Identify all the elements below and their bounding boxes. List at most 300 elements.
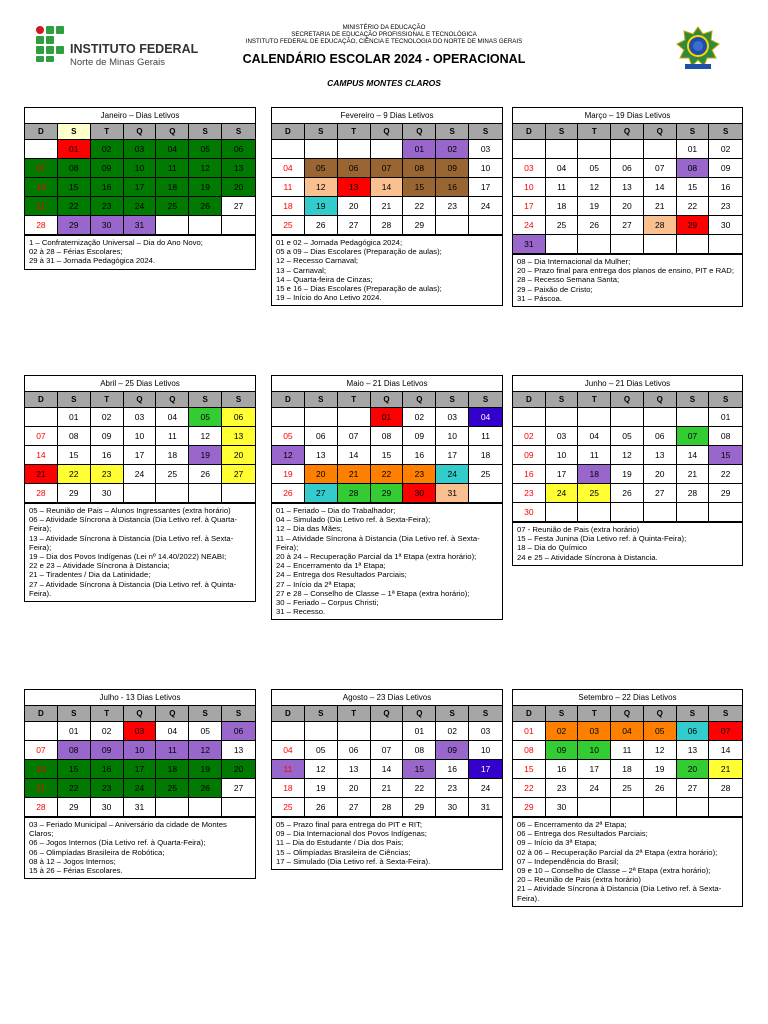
note-line: 31 – Páscoa. <box>517 293 562 303</box>
day-cell: 07 <box>677 427 710 446</box>
note-line: 30 – Feriado – Corpus Christi; <box>276 598 379 608</box>
day-cell: 31 <box>124 216 157 235</box>
day-cell: 27 <box>222 197 255 216</box>
note-line: 06 – Entrega dos Resultados Parciais; <box>517 829 648 839</box>
day-cell: 09 <box>513 446 546 465</box>
day-cell: 26 <box>611 484 644 503</box>
day-cell: 28 <box>677 484 710 503</box>
day-cell <box>469 484 502 503</box>
weekday-header: D <box>513 392 546 408</box>
day-cell: 26 <box>189 465 222 484</box>
day-cell: 18 <box>156 760 189 779</box>
month-box <box>24 375 256 602</box>
day-cell <box>305 408 338 427</box>
day-cell: 11 <box>272 178 305 197</box>
day-cell: 09 <box>436 159 469 178</box>
day-cell: 24 <box>124 779 157 798</box>
day-cell <box>709 503 742 522</box>
weekday-header: S <box>469 706 502 722</box>
day-cell: 24 <box>513 216 546 235</box>
note-line: 06 – Atividade Síncrona à Distancia (Dia Letivo ref. à Quarta-Feira); <box>29 515 238 534</box>
weekday-header: S <box>222 706 255 722</box>
day-cell: 15 <box>58 178 91 197</box>
day-cell <box>611 408 644 427</box>
note-line: 02 à 06 – Recuperação Parcial da 2ª Etapa (extra horário); <box>517 847 718 857</box>
day-cell: 15 <box>677 178 710 197</box>
day-cell: 15 <box>709 446 742 465</box>
note-line: 03 – Feriado Municipal – Aniversário da cidade de Montes Claros; <box>29 820 227 839</box>
month-title: Setembro – 22 Dias Letivos <box>513 690 742 706</box>
day-cell: 04 <box>611 722 644 741</box>
day-cell: 28 <box>338 484 371 503</box>
month-notes <box>25 503 255 601</box>
note-line: 06 – Jogos Internos (Dia Letivo ref. à Quarta-Feira); <box>29 838 206 848</box>
day-cell: 26 <box>272 484 305 503</box>
day-cell: 05 <box>272 427 305 446</box>
month-title: Junho – 21 Dias Letivos <box>513 376 742 392</box>
weekday-header: Q <box>371 706 404 722</box>
day-cell: 17 <box>513 197 546 216</box>
day-cell: 02 <box>403 408 436 427</box>
brazil-coat-of-arms-icon <box>676 26 720 72</box>
day-cell: 12 <box>272 446 305 465</box>
day-cell: 19 <box>644 760 677 779</box>
day-cell <box>305 722 338 741</box>
day-cell: 28 <box>371 798 404 817</box>
day-cell: 24 <box>578 779 611 798</box>
day-cell <box>611 140 644 159</box>
weekday-header: Q <box>611 124 644 140</box>
day-cell: 20 <box>338 197 371 216</box>
day-cell <box>611 235 644 254</box>
note-line: 15 à 26 – Férias Escolares. <box>29 866 123 876</box>
note-line: 14 – Quarta-feira de Cinzas; <box>276 274 373 284</box>
day-cell: 16 <box>91 178 124 197</box>
campus-name: CAMPUS MONTES CLAROS <box>327 78 441 88</box>
day-cell: 31 <box>124 798 157 817</box>
institute-logo <box>36 26 199 71</box>
weekday-header: D <box>272 706 305 722</box>
day-cell: 17 <box>436 446 469 465</box>
note-line: 09 – Dia Internacional dos Povos Indígenas; <box>276 829 427 839</box>
note-line: 07 – Independência do Brasil; <box>517 856 619 866</box>
weekday-header: S <box>436 392 469 408</box>
weekday-header: S <box>222 124 255 140</box>
day-cell: 29 <box>58 216 91 235</box>
day-cell <box>371 722 404 741</box>
day-cell <box>677 798 710 817</box>
note-line: 19 – Início do Ano Letivo 2024. <box>276 293 382 303</box>
day-cell: 12 <box>189 159 222 178</box>
day-cell: 30 <box>91 484 124 503</box>
day-cell: 14 <box>25 446 58 465</box>
day-cell: 01 <box>371 408 404 427</box>
note-line: 05 a 09 – Dias Escolares (Preparação de aulas); <box>276 247 442 257</box>
weekday-header: Q <box>371 392 404 408</box>
day-cell: 22 <box>709 465 742 484</box>
day-cell: 03 <box>124 722 157 741</box>
weekday-header: S <box>222 392 255 408</box>
day-cell: 30 <box>709 216 742 235</box>
day-cell: 03 <box>124 140 157 159</box>
note-line: 18 – Dia do Químico <box>517 543 588 553</box>
day-cell: 23 <box>91 465 124 484</box>
day-cell: 03 <box>578 722 611 741</box>
day-cell: 04 <box>469 408 502 427</box>
weekday-header: Q <box>644 392 677 408</box>
day-cell <box>644 408 677 427</box>
weekday-header: D <box>25 124 58 140</box>
day-cell: 21 <box>709 760 742 779</box>
day-cell: 14 <box>677 446 710 465</box>
day-cell: 01 <box>513 722 546 741</box>
day-cell <box>578 503 611 522</box>
day-cell: 06 <box>611 159 644 178</box>
weekday-header: S <box>709 124 742 140</box>
day-cell: 13 <box>644 446 677 465</box>
day-cell: 08 <box>709 427 742 446</box>
month-calendar <box>513 392 742 522</box>
day-cell: 20 <box>677 760 710 779</box>
day-cell: 27 <box>338 216 371 235</box>
weekday-header: T <box>91 392 124 408</box>
day-cell: 20 <box>222 446 255 465</box>
day-cell <box>436 216 469 235</box>
day-cell: 15 <box>58 446 91 465</box>
day-cell: 26 <box>189 197 222 216</box>
weekday-header: T <box>338 706 371 722</box>
secretariat-line: SECRETARIA DE EDUCAÇÃO PROFISSIONAL E TECNOLÓGICA <box>291 31 477 38</box>
day-cell: 01 <box>58 408 91 427</box>
day-cell: 15 <box>371 446 404 465</box>
day-cell: 03 <box>124 408 157 427</box>
day-cell <box>272 140 305 159</box>
day-cell: 27 <box>305 484 338 503</box>
day-cell <box>25 408 58 427</box>
institute-line: INSTITUTO FEDERAL DE EDUCAÇÃO, CIÊNCIA E TECNOLOGIA DO NORTE DE MINAS GERAIS <box>245 38 523 45</box>
day-cell: 17 <box>546 465 579 484</box>
note-line: 27 e 28 – Conselho de Classe – 1ª Etapa (extra horário); <box>276 588 470 598</box>
weekday-header: T <box>338 124 371 140</box>
day-cell: 03 <box>469 722 502 741</box>
logo-title: INSTITUTO FEDERAL <box>70 42 199 56</box>
day-cell: 12 <box>611 446 644 465</box>
weekday-header: Q <box>644 706 677 722</box>
day-cell: 07 <box>371 741 404 760</box>
note-line: 31 – Recesso. <box>276 607 326 617</box>
day-cell <box>189 484 222 503</box>
day-cell <box>578 798 611 817</box>
note-line: 24 – Encerramento da 1ª Etapa; <box>276 561 386 571</box>
day-cell: 11 <box>469 427 502 446</box>
day-cell: 14 <box>709 741 742 760</box>
weekday-header: Q <box>156 124 189 140</box>
day-cell: 28 <box>25 216 58 235</box>
weekday-header: D <box>513 124 546 140</box>
month-calendar <box>513 706 742 817</box>
day-cell: 27 <box>338 798 371 817</box>
day-cell: 27 <box>677 779 710 798</box>
weekday-header: S <box>709 706 742 722</box>
day-cell: 02 <box>546 722 579 741</box>
month-notes <box>513 522 742 565</box>
day-cell: 01 <box>403 140 436 159</box>
day-cell: 07 <box>25 159 58 178</box>
note-line: 27 – Início da 2ª Etapa; <box>276 579 356 589</box>
day-cell: 10 <box>436 427 469 446</box>
day-cell: 29 <box>403 798 436 817</box>
month-title: Janeiro – Dias Letivos <box>25 108 255 124</box>
day-cell: 30 <box>546 798 579 817</box>
day-cell: 30 <box>436 798 469 817</box>
month-box <box>271 375 503 620</box>
day-cell: 21 <box>25 465 58 484</box>
header-lines <box>200 24 568 45</box>
weekday-header: T <box>578 124 611 140</box>
day-cell <box>546 140 579 159</box>
day-cell <box>338 722 371 741</box>
day-cell: 13 <box>222 741 255 760</box>
day-cell: 06 <box>338 159 371 178</box>
day-cell: 19 <box>272 465 305 484</box>
day-cell: 04 <box>156 140 189 159</box>
day-cell: 26 <box>305 798 338 817</box>
note-line: 24 – Entrega dos Resultados Parciais; <box>276 570 407 580</box>
note-line: 21 – Atividade Síncrona à Distancia (Dia Letivo ref. à Sexta-Feira). <box>517 884 722 903</box>
day-cell: 08 <box>58 741 91 760</box>
note-line: 22 e 23 – Atividade Síncrona à Distancia; <box>29 561 170 571</box>
weekday-header: S <box>189 706 222 722</box>
note-line: 21 – Tiradentes / Dia da Latinidade; <box>29 570 151 580</box>
day-cell: 24 <box>469 197 502 216</box>
day-cell: 05 <box>305 741 338 760</box>
day-cell: 05 <box>305 159 338 178</box>
day-cell: 20 <box>222 178 255 197</box>
day-cell: 07 <box>644 159 677 178</box>
day-cell: 28 <box>25 798 58 817</box>
weekday-header: D <box>272 124 305 140</box>
day-cell: 22 <box>58 197 91 216</box>
day-cell: 16 <box>91 760 124 779</box>
day-cell: 10 <box>546 446 579 465</box>
day-cell <box>546 235 579 254</box>
weekday-header: S <box>436 706 469 722</box>
month-notes <box>25 235 255 269</box>
day-cell: 29 <box>58 484 91 503</box>
month-box <box>24 689 256 879</box>
day-cell: 17 <box>578 760 611 779</box>
weekday-header: D <box>272 392 305 408</box>
month-notes <box>272 235 502 305</box>
weekday-header: S <box>546 706 579 722</box>
day-cell <box>677 408 710 427</box>
day-cell: 17 <box>124 760 157 779</box>
day-cell: 05 <box>644 722 677 741</box>
day-cell: 05 <box>578 159 611 178</box>
day-cell: 27 <box>222 465 255 484</box>
day-cell: 13 <box>222 427 255 446</box>
note-line: 29 à 31 – Jornada Pedagógica 2024. <box>29 256 156 266</box>
note-line: 13 – Atividade Síncrona à Distancia (Dia Letivo ref. à Sexta-Feira); <box>29 533 234 552</box>
day-cell: 09 <box>91 741 124 760</box>
month-notes <box>513 254 742 306</box>
day-cell: 10 <box>469 159 502 178</box>
day-cell: 13 <box>222 159 255 178</box>
day-cell <box>338 408 371 427</box>
day-cell: 06 <box>644 427 677 446</box>
day-cell: 31 <box>469 798 502 817</box>
day-cell: 12 <box>305 760 338 779</box>
note-line: 09 – Início da 3ª Etapa; <box>517 838 597 848</box>
note-line: 12 – Dia das Mães; <box>276 524 343 534</box>
day-cell: 13 <box>338 178 371 197</box>
note-line: 01 – Feriado – Dia do Trabalhador; <box>276 506 396 515</box>
day-cell: 02 <box>436 140 469 159</box>
day-cell <box>371 140 404 159</box>
weekday-header: Q <box>156 706 189 722</box>
weekday-header: Q <box>156 392 189 408</box>
day-cell: 28 <box>25 484 58 503</box>
weekday-header: Q <box>124 392 157 408</box>
day-cell: 19 <box>189 446 222 465</box>
day-cell: 25 <box>156 465 189 484</box>
note-line: 17 – Simulado (Dia Letivo ref. à Sexta-Feira). <box>276 856 431 866</box>
day-cell: 25 <box>156 779 189 798</box>
month-box <box>271 107 503 306</box>
day-cell <box>189 216 222 235</box>
day-cell: 14 <box>338 446 371 465</box>
day-cell: 11 <box>156 159 189 178</box>
day-cell: 02 <box>91 140 124 159</box>
day-cell: 10 <box>124 741 157 760</box>
day-cell <box>578 235 611 254</box>
month-title: Março – 19 Dias Letivos <box>513 108 742 124</box>
weekday-header: S <box>546 124 579 140</box>
day-cell: 06 <box>338 741 371 760</box>
day-cell: 09 <box>403 427 436 446</box>
day-cell: 19 <box>611 465 644 484</box>
note-line: 08 à 12 – Jogos Internos; <box>29 856 116 866</box>
note-line: 04 – Simulado (Dia Letivo ref. à Sexta-Feira); <box>276 515 431 525</box>
day-cell: 09 <box>436 741 469 760</box>
month-title: Agosto – 23 Dias Letivos <box>272 690 502 706</box>
day-cell: 14 <box>644 178 677 197</box>
day-cell: 28 <box>371 216 404 235</box>
month-calendar <box>513 124 742 254</box>
day-cell: 02 <box>436 722 469 741</box>
day-cell: 04 <box>272 159 305 178</box>
note-line: 09 e 10 – Conselho de Classe – 2ª Etapa (extra horário); <box>517 866 711 876</box>
day-cell: 18 <box>578 465 611 484</box>
day-cell: 11 <box>611 741 644 760</box>
day-cell: 23 <box>436 197 469 216</box>
note-line: 06 – Encerramento da 2ª Etapa; <box>517 820 627 829</box>
month-box <box>512 689 743 907</box>
day-cell: 22 <box>513 779 546 798</box>
day-cell: 22 <box>677 197 710 216</box>
day-cell: 07 <box>25 427 58 446</box>
weekday-header: Q <box>611 392 644 408</box>
day-cell: 07 <box>25 741 58 760</box>
weekday-header: S <box>469 392 502 408</box>
note-line: 29 – Paixão de Cristo; <box>517 284 593 294</box>
day-cell <box>156 798 189 817</box>
day-cell: 16 <box>513 465 546 484</box>
day-cell: 07 <box>371 159 404 178</box>
day-cell: 26 <box>305 216 338 235</box>
day-cell: 22 <box>371 465 404 484</box>
day-cell <box>709 235 742 254</box>
month-calendar <box>25 124 255 235</box>
day-cell: 15 <box>58 760 91 779</box>
page-title: CALENDÁRIO ESCOLAR 2024 - OPERACIONAL <box>242 52 526 66</box>
ministry-line: MINISTÉRIO DA EDUCAÇÃO <box>342 24 426 31</box>
day-cell: 21 <box>371 197 404 216</box>
day-cell: 09 <box>546 741 579 760</box>
day-cell: 18 <box>546 197 579 216</box>
day-cell: 18 <box>469 446 502 465</box>
day-cell: 26 <box>578 216 611 235</box>
day-cell: 25 <box>156 197 189 216</box>
day-cell: 19 <box>305 197 338 216</box>
day-cell: 14 <box>25 760 58 779</box>
day-cell <box>25 140 58 159</box>
month-notes <box>25 817 255 878</box>
month-title: Julho - 13 Dias Letivos <box>25 690 255 706</box>
day-cell: 17 <box>469 178 502 197</box>
month-notes <box>272 817 502 869</box>
day-cell: 23 <box>91 779 124 798</box>
day-cell: 15 <box>403 760 436 779</box>
day-cell <box>222 216 255 235</box>
day-cell: 24 <box>546 484 579 503</box>
day-cell: 19 <box>189 760 222 779</box>
day-cell: 30 <box>91 798 124 817</box>
logo-mark-icon <box>36 26 66 62</box>
day-cell: 18 <box>272 779 305 798</box>
day-cell: 13 <box>677 741 710 760</box>
day-cell: 30 <box>91 216 124 235</box>
day-cell: 10 <box>124 427 157 446</box>
weekday-header: S <box>546 392 579 408</box>
day-cell: 18 <box>611 760 644 779</box>
day-cell: 13 <box>338 760 371 779</box>
day-cell <box>677 235 710 254</box>
day-cell: 29 <box>403 216 436 235</box>
weekday-header: T <box>578 706 611 722</box>
weekday-header: S <box>677 706 710 722</box>
month-title: Maio – 21 Dias Letivos <box>272 376 502 392</box>
day-cell: 30 <box>513 503 546 522</box>
day-cell <box>272 722 305 741</box>
day-cell: 24 <box>436 465 469 484</box>
day-cell: 01 <box>709 408 742 427</box>
day-cell: 09 <box>91 427 124 446</box>
day-cell: 24 <box>124 197 157 216</box>
day-cell: 19 <box>305 779 338 798</box>
day-cell: 02 <box>513 427 546 446</box>
day-cell: 21 <box>25 197 58 216</box>
day-cell: 23 <box>709 197 742 216</box>
weekday-header: S <box>189 124 222 140</box>
day-cell <box>305 140 338 159</box>
day-cell: 16 <box>436 760 469 779</box>
day-cell: 26 <box>189 779 222 798</box>
day-cell <box>546 408 579 427</box>
day-cell: 13 <box>611 178 644 197</box>
day-cell <box>644 140 677 159</box>
day-cell: 25 <box>578 484 611 503</box>
